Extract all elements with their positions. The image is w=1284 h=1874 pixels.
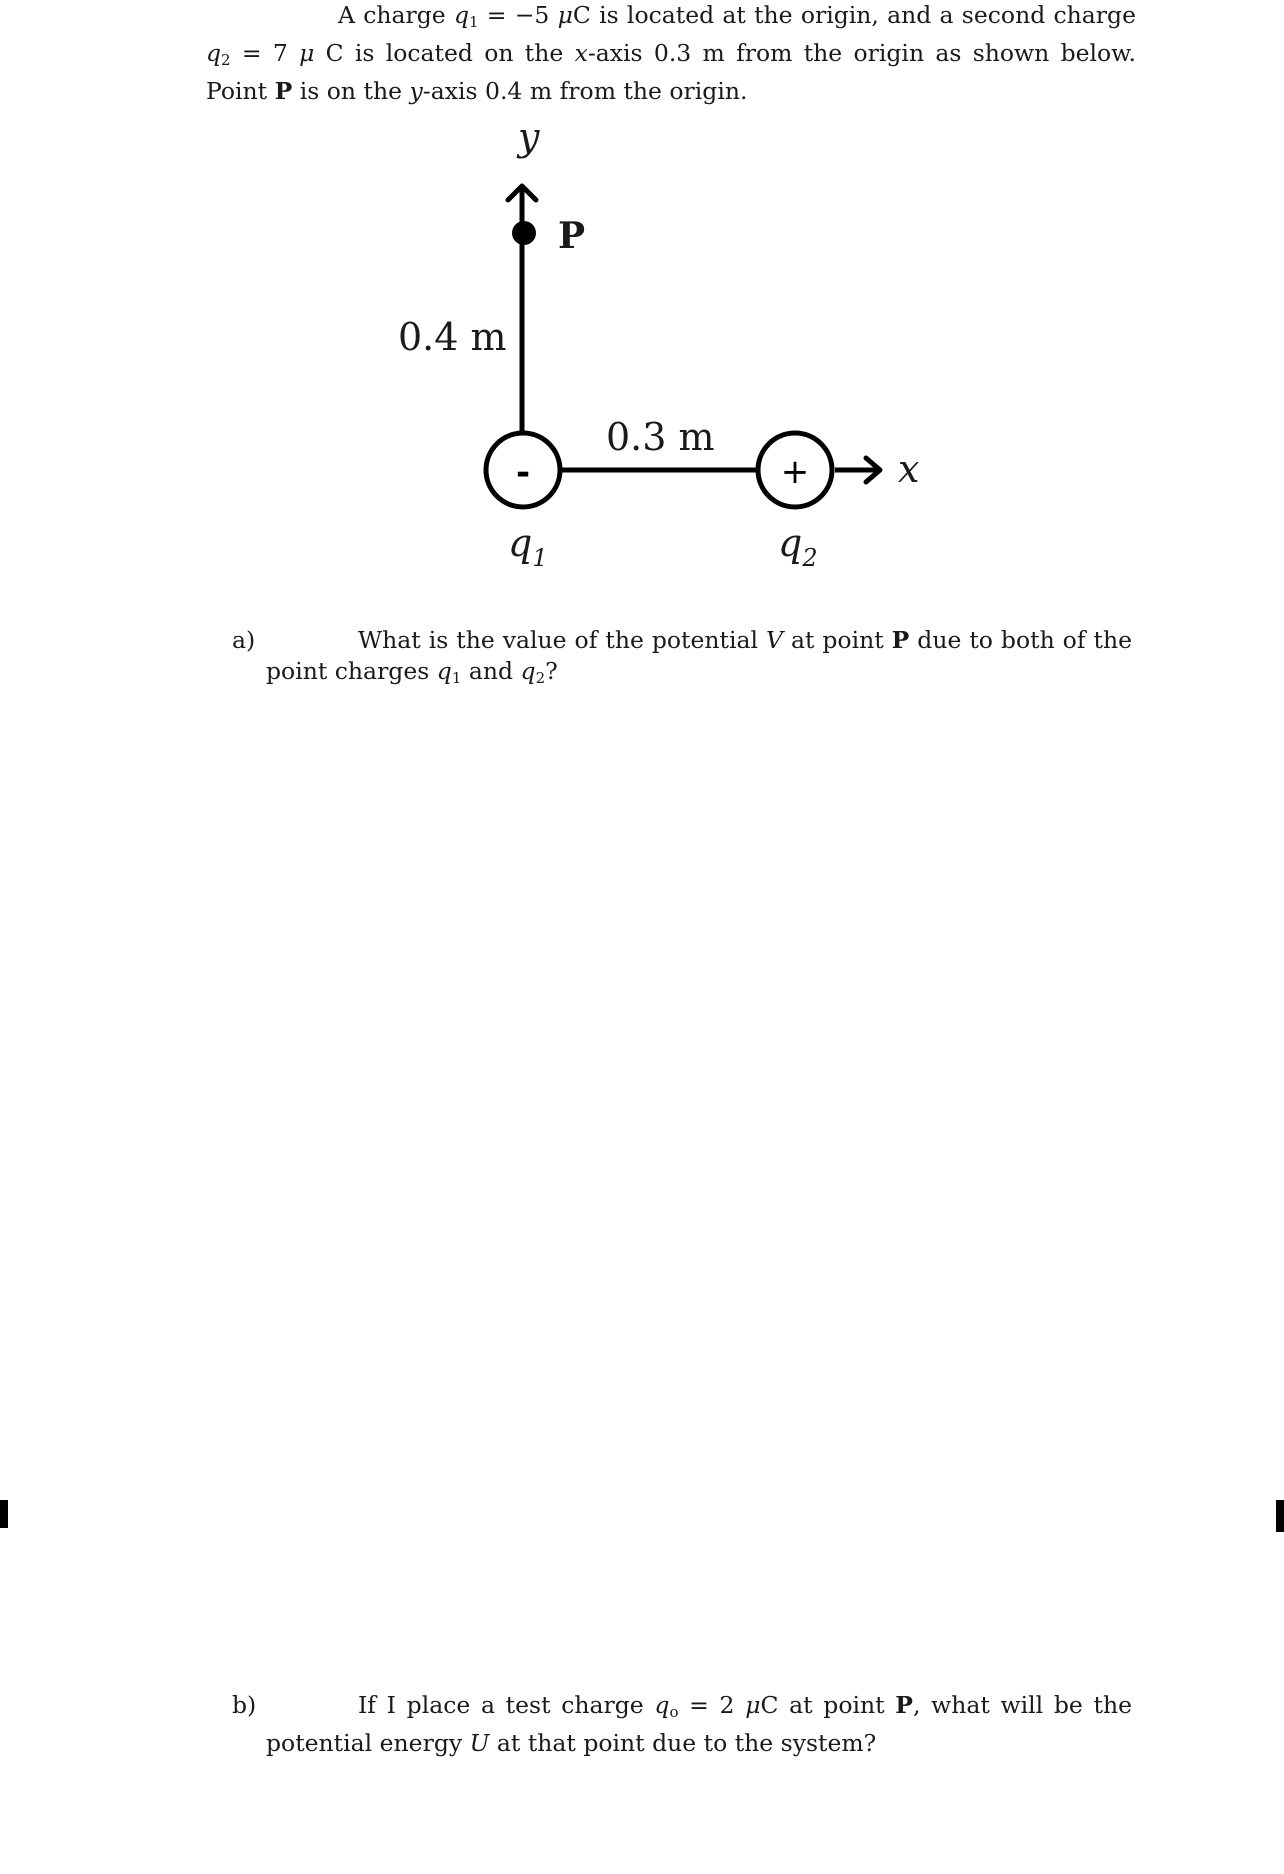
q1-label: $q_1$ bbox=[508, 521, 548, 572]
part-a-question: What is the value of the potential V at point P due to both of the point charges $q_1$ and $q_2$? bbox=[266, 626, 1132, 687]
q1-sign: - bbox=[515, 453, 531, 493]
part-b-question: If I place a test charge $q_o = 2$ μC at point P, what will be the potential energy U at that point due to the system? bbox=[266, 1691, 1132, 1757]
problem-statement: A charge $q_1 = -5$ μC is located at the origin, and a second charge $q_2 = 7$ μ C is located on the x-axis 0.3 m from the origin as shown below. Point P is on the y-axis 0.4 m from the origin. bbox=[206, 1, 1136, 105]
q2-sign: + bbox=[780, 452, 810, 492]
part-b-label: b) bbox=[232, 1691, 257, 1719]
y-axis-label: y bbox=[518, 115, 540, 159]
x-axis-label: x bbox=[898, 447, 920, 491]
point-p-dot bbox=[512, 221, 536, 245]
q2-label: $q_2$ bbox=[778, 521, 818, 572]
charge-diagram bbox=[0, 0, 1284, 620]
point-p-label: P bbox=[558, 215, 586, 257]
right-edge-mark bbox=[1276, 1500, 1284, 1532]
left-edge-mark bbox=[0, 1500, 8, 1528]
part-a-label: a) bbox=[232, 626, 256, 654]
horizontal-distance-label: 0.3 m bbox=[606, 415, 715, 459]
vertical-distance-label: 0.4 m bbox=[398, 315, 507, 359]
